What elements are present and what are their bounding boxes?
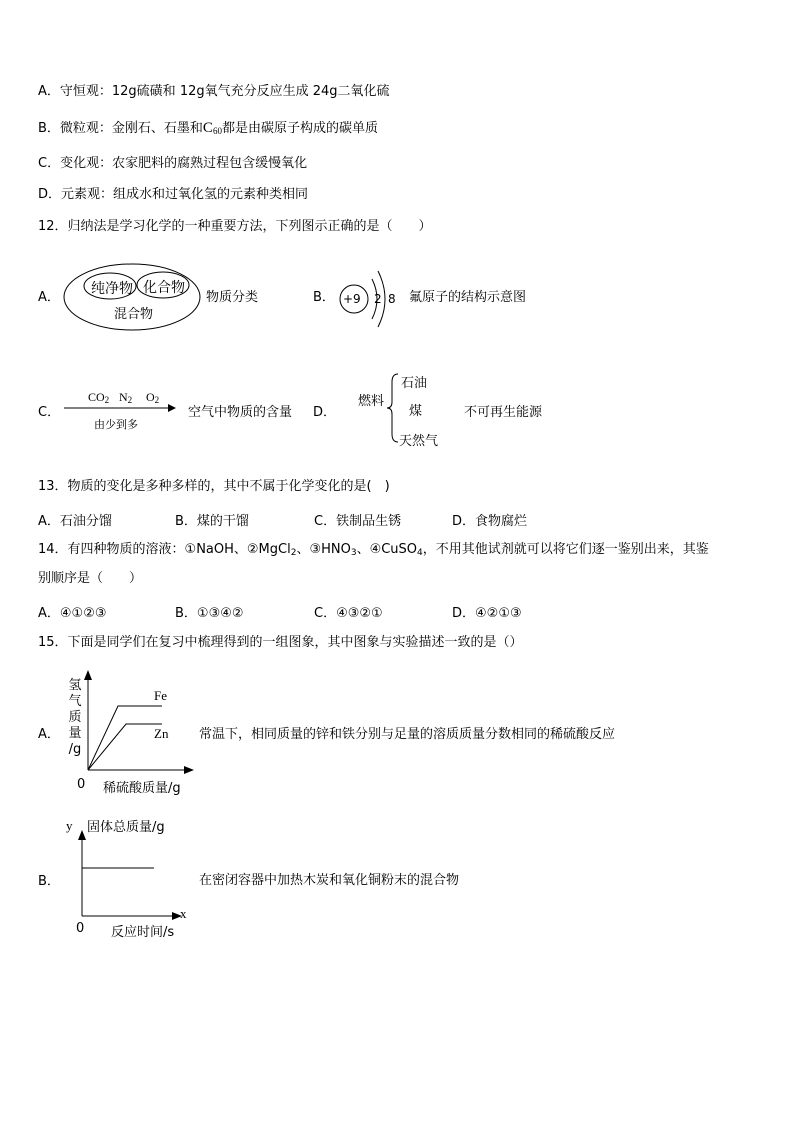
q11-option-b-prefix: B．微粒观：金刚石、石墨和 [38,121,203,136]
q14-stem-sub2: 3 [350,548,357,558]
q14-stem-part1: 14．有四种物质的溶液：①NaOH、②MgCl [38,542,291,557]
q14-option-d: D．④②①③ [452,606,522,621]
q15-a-fe-curve [88,706,162,770]
q14-stem-part3: 、④CuSO [356,542,418,557]
q14-stem-sub3: 4 [417,548,423,558]
q15-a-ylabel-5: /g [68,742,82,757]
q13-stem: 13．物质的变化是多种多样的，其中不属于化学变化的是( ) [38,479,390,494]
q15-a-ylabel-4: 量 [68,726,82,741]
q15-a-caption: 常温下，相同质量的锌和铁分别与足量的溶质质量分数相同的稀硫酸反应 [199,727,616,742]
q12-d-item-coal: 煤 [409,404,423,419]
q13-option-b: B．煤的干馏 [175,514,249,529]
q12-c-n2-sub: 2 [127,395,133,405]
q11-option-a: A．守恒观：12g硫磺和 12g氧气充分反应生成 24g二氧化硫 [38,84,390,99]
q15-b-graph [76,828,186,920]
q11-option-b-carbon: C [202,120,213,136]
q12-a-mixture: 混合物 [114,307,154,322]
q11-option-d: D．元素观：组成水和过氧化氢的元素种类相同 [38,187,309,202]
q12-b-nucleus: +9 [343,292,361,306]
q12-c-arrow [64,402,180,414]
q15-b-label: B． [38,874,60,889]
q12-c-caption: 空气中物质的含量 [188,405,293,420]
q15-a-fe-label: Fe [154,688,167,703]
q15-b-y-axis-label: y [66,818,73,833]
q12-d-label: D． [313,405,337,420]
q12-d-caption: 不可再生能源 [464,405,543,420]
q12-c-n2-text: N [119,390,128,404]
q11-option-b-suffix: 都是由碳原子构成的碳单质 [221,121,378,136]
q12-d-brace [386,372,400,444]
q15-b-x-axis-label: x [180,906,187,921]
q15-b-xlabel: 反应时间/s [111,925,175,940]
q15-a-origin: 0 [77,777,86,792]
q13-option-d: D．食物腐烂 [452,514,528,529]
q15-b-ylabel: 固体总质量/g [87,820,165,835]
q13-option-c: C．铁制品生锈 [314,514,402,529]
q12-c-arrow-text: 由少到多 [94,418,138,431]
q15-b-caption: 在密闭容器中加热木炭和氧化铜粉末的混合物 [199,873,460,888]
q13-option-a: A．石油分馏 [38,514,112,529]
q12-c-o2-sub: 2 [154,395,160,405]
q14-stem-line1 [38,541,709,562]
q12-c-co2-text: CO [88,390,105,404]
q15-a-ylabel-3: 质 [68,710,82,725]
q15-a-ylabel-1: 氢 [68,678,82,693]
q12-c-label: C． [38,405,61,420]
q12-a-compound: 化合物 [143,280,185,296]
q12-b-shell-2: 8 [388,292,396,306]
q11-option-b-subscript: 60 [212,126,222,136]
q11-option-b [38,119,378,140]
q12-stem: 12．归纳法是学习化学的一种重要方法，下列图示正确的是（ ） [38,219,432,234]
q15-b-origin: 0 [76,921,85,936]
q12-d-item-oil: 石油 [401,376,428,391]
q15-a-ylabel-2: 气 [68,694,82,709]
q14-stem-line2: 别顺序是（ ） [38,571,143,586]
q12-a-pure-substance: 纯净物 [91,281,133,297]
q12-a-caption: 物质分类 [206,290,259,305]
q14-option-a: A．④①②③ [38,606,107,621]
q14-stem-part4: ，不用其他试剂就可以将它们逐一鉴别出来，其鉴 [422,542,709,557]
q12-a-label: A． [38,290,60,305]
q15-a-graph [80,668,200,778]
q14-stem-part2: 、③HNO [296,542,351,557]
q12-c-co2-sub: 2 [104,395,110,405]
q14-option-c: C．④③②① [314,606,383,621]
q15-a-label: A． [38,727,60,742]
q15-stem: 15．下面是同学们在复习中梳理得到的一组图象，其中图象与实验描述一致的是（） [38,635,523,650]
q12-b-caption: 氟原子的结构示意图 [409,290,527,305]
q12-b-shell-1: 2 [374,292,382,306]
q12-d-fuel: 燃料 [358,394,385,409]
q12-d-item-gas: 天然气 [399,434,439,449]
q15-a-xlabel: 稀硫酸质量/g [103,781,181,796]
q14-stem-sub1: 2 [290,548,297,558]
q12-b-label: B． [313,290,335,305]
q11-option-c: C．变化观：农家肥料的腐熟过程包含缓慢氧化 [38,156,308,171]
q12-c-o2-text: O [146,390,155,404]
q15-a-zn-label: Zn [154,726,169,741]
q14-option-b: B．①③④② [175,606,244,621]
